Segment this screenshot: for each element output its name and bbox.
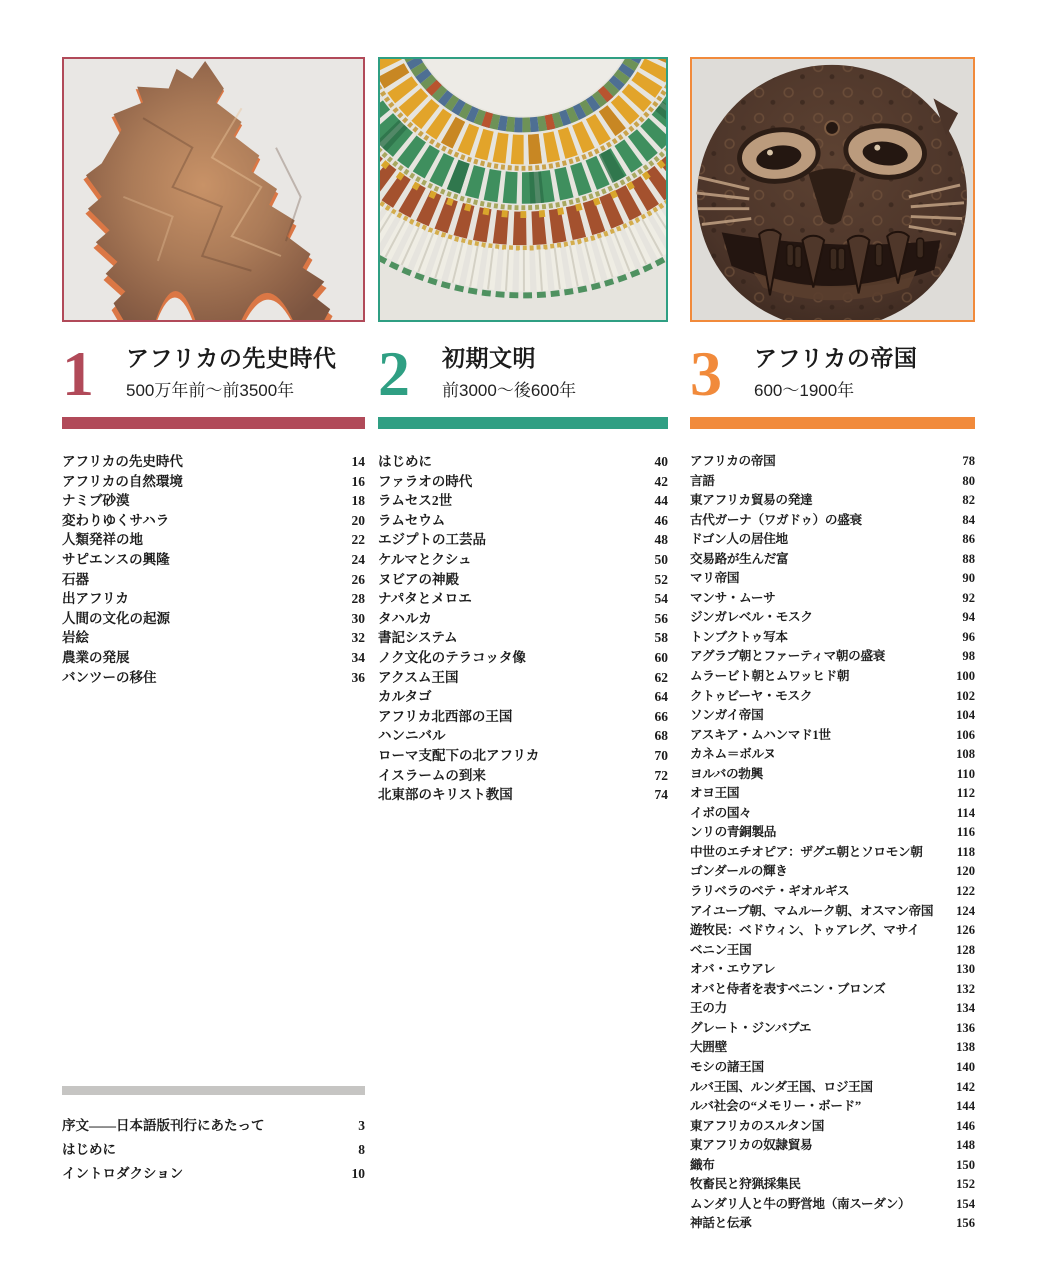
toc-entry-page: 142 xyxy=(956,1079,975,1094)
chapter-2-number: 2 xyxy=(378,338,410,409)
toc-entry xyxy=(690,978,975,998)
front-matter-section xyxy=(62,1086,365,1186)
toc-entry xyxy=(378,450,668,470)
toc-entry-page: 3 xyxy=(358,1118,365,1133)
toc-entry-page: 52 xyxy=(654,571,668,587)
toc-entry-title: 織布 xyxy=(690,1157,715,1172)
toc-entry-page: 134 xyxy=(956,1001,975,1016)
toc-entry-title: 言語 xyxy=(690,473,715,488)
toc-entry-title: ローマ支配下の北アフリカ xyxy=(378,747,540,763)
toc-entry-title: ンリの青銅製品 xyxy=(690,825,777,840)
toc-entry-title: 東アフリカの奴隷貿易 xyxy=(690,1138,813,1153)
toc-entry-title: アイユーブ朝、マムルーク朝、オスマン帝国 xyxy=(690,903,934,918)
toc-entry-title: ヨルバの勃興 xyxy=(690,766,763,781)
toc-entry xyxy=(690,1115,975,1135)
toc-entry xyxy=(690,880,975,900)
chapter-3-rule xyxy=(690,417,975,429)
toc-entry xyxy=(690,900,975,920)
toc-entry-page: 66 xyxy=(654,708,668,724)
toc-entry-page: 78 xyxy=(962,454,975,468)
toc-entry xyxy=(378,568,668,588)
toc-entry-page: 70 xyxy=(654,747,668,763)
chapter-2-image-frame xyxy=(378,57,668,322)
toc-entry xyxy=(690,450,975,470)
toc-entry-title: はじめに xyxy=(378,454,432,469)
chapter-1-column xyxy=(62,57,365,1181)
toc-entry-page: 152 xyxy=(956,1177,975,1192)
toc-entry-page: 106 xyxy=(956,727,975,742)
toc-entry-title: 東アフリカのスルタン国 xyxy=(690,1118,825,1133)
toc-entry xyxy=(378,470,668,490)
toc-entry xyxy=(690,821,975,841)
chapter-2-title: 初期文明 xyxy=(442,346,536,371)
toc-entry-title: アフリカの帝国 xyxy=(690,454,776,468)
toc-entry-page: 72 xyxy=(654,767,668,783)
toc-entry-page: 60 xyxy=(654,649,668,665)
toc-entry xyxy=(690,1017,975,1037)
toc-entry-title: グレート・ジンバブエ xyxy=(690,1020,812,1035)
toc-entry xyxy=(378,528,668,548)
toc-entry xyxy=(690,939,975,959)
toc-entry-title: ムラービト朝とムワッヒド朝 xyxy=(690,669,850,684)
toc-entry-page: 130 xyxy=(956,962,975,977)
toc-entry-title: イントロダクション xyxy=(62,1166,184,1181)
toc-entry-page: 28 xyxy=(351,591,365,607)
chapter-2-date-range: 前3000〜後600年 xyxy=(442,381,577,401)
toc-entry-page: 116 xyxy=(956,825,975,840)
toc-entry xyxy=(62,626,365,646)
chapter-1-header xyxy=(62,338,365,417)
toc-entry-page: 56 xyxy=(654,610,668,626)
toc-entry-page: 150 xyxy=(956,1157,975,1172)
toc-entry-title: ナミブ砂漠 xyxy=(62,493,130,509)
toc-entry xyxy=(690,489,975,509)
toc-entry xyxy=(690,958,975,978)
toc-entry-page: 48 xyxy=(654,532,668,548)
toc-entry-page: 138 xyxy=(956,1040,975,1055)
chapter-2-toc-list xyxy=(378,450,668,803)
toc-entry-title: 変わりゆくサハラ xyxy=(62,512,170,528)
toc-entry-title: マリ帝国 xyxy=(690,571,740,586)
toc-entry-title: ノク文化のテラコッタ像 xyxy=(378,649,526,665)
toc-entry-page: 26 xyxy=(351,571,365,587)
chapter-3-header xyxy=(690,338,975,417)
toc-entry xyxy=(378,548,668,568)
toc-entry xyxy=(690,802,975,822)
toc-entry-page: 108 xyxy=(956,747,975,762)
toc-entry-title: 遊牧民：ベドウィン、トゥアレグ、マサイ xyxy=(690,923,920,938)
toc-entry xyxy=(378,783,668,803)
chapter-3-image-frame xyxy=(690,57,975,322)
toc-entry-page: 40 xyxy=(654,454,668,469)
toc-entry xyxy=(690,587,975,607)
benin-leopard-bronze-photo xyxy=(692,59,973,320)
toc-entry-page: 122 xyxy=(956,884,975,899)
toc-entry-title: オバと侍者を表すベニン・ブロンズ xyxy=(690,981,886,996)
toc-entry-page: 20 xyxy=(351,512,365,528)
toc-entry-title: ムンダリ人と牛の野営地（南スーダン） xyxy=(690,1196,911,1211)
toc-entry-page: 36 xyxy=(351,669,365,685)
toc-entry-title: ケルマとクシュ xyxy=(378,551,472,567)
toc-entry-page: 50 xyxy=(654,551,668,567)
toc-entry-page: 94 xyxy=(962,610,975,625)
toc-entry xyxy=(62,509,365,529)
toc-entry xyxy=(690,606,975,626)
toc-entry-title: クトゥビーヤ・モスク xyxy=(690,688,813,703)
toc-entry xyxy=(62,587,365,607)
toc-entry xyxy=(62,1162,365,1186)
toc-entry-page: 126 xyxy=(956,923,975,938)
toc-entry xyxy=(690,1173,975,1193)
chapter-3-title: アフリカの帝国 xyxy=(754,346,918,371)
toc-entry-title: ルバ王国、ルンダ王国、ロジ王国 xyxy=(690,1079,873,1094)
toc-entry-page: 34 xyxy=(351,649,365,665)
toc-entry-page: 118 xyxy=(956,844,975,859)
toc-entry-title: サピエンスの興隆 xyxy=(62,551,170,567)
toc-entry xyxy=(690,743,975,763)
toc-entry xyxy=(62,450,365,470)
toc-entry-page: 86 xyxy=(962,532,975,547)
toc-entry-title: アフリカ北西部の王国 xyxy=(378,708,513,724)
toc-entry-page: 124 xyxy=(956,903,975,918)
toc-entry-title: アクスム王国 xyxy=(378,669,459,685)
toc-entry-page: 128 xyxy=(956,942,975,957)
toc-entry xyxy=(378,724,668,744)
chapter-1-rule xyxy=(62,417,365,429)
toc-entry-title: 大囲壁 xyxy=(690,1040,727,1055)
toc-entry-page: 54 xyxy=(654,591,668,607)
egyptian-bead-collar-photo xyxy=(380,59,666,320)
toc-entry-page: 16 xyxy=(351,473,365,489)
toc-entry xyxy=(690,548,975,568)
toc-entry-title: エジプトの工芸品 xyxy=(378,532,486,548)
chapter-3-toc-list xyxy=(690,450,975,1232)
toc-entry-page: 22 xyxy=(351,532,365,548)
toc-entry-title: 北東部のキリスト教国 xyxy=(378,787,513,803)
toc-entry-page: 100 xyxy=(956,669,975,684)
chapter-3-number: 3 xyxy=(690,338,722,409)
toc-entry-title: オバ・エウアレ xyxy=(690,962,776,977)
toc-entry xyxy=(690,1095,975,1115)
toc-entry xyxy=(378,705,668,725)
toc-entry xyxy=(690,1212,975,1232)
chapter-2-rule xyxy=(378,417,668,429)
toc-entry-title: 東アフリカ貿易の発達 xyxy=(690,493,813,508)
toc-entry-title: ベニン王国 xyxy=(690,942,752,957)
toc-entry xyxy=(62,528,365,548)
toc-entry xyxy=(378,666,668,686)
toc-entry-title: ラリベラのベテ・ギオルギス xyxy=(690,884,850,899)
toc-entry-title: バンツーの移住 xyxy=(62,669,157,685)
toc-entry xyxy=(690,782,975,802)
toc-entry-page: 62 xyxy=(654,669,668,685)
toc-entry xyxy=(690,1134,975,1154)
toc-entry-title: ラムセス2世 xyxy=(378,493,453,509)
chapter-1-date-range: 500万年前〜前3500年 xyxy=(126,381,295,401)
toc-entry-page: 132 xyxy=(956,981,975,996)
toc-entry xyxy=(62,548,365,568)
toc-entry-title: ゴンダールの輝き xyxy=(690,864,788,879)
toc-entry-page: 10 xyxy=(351,1166,365,1181)
toc-entry-page: 92 xyxy=(962,590,975,605)
toc-entry-title: 中世のエチオピア：ザグエ朝とソロモン朝 xyxy=(690,844,923,859)
toc-entry-title: ソンガイ帝国 xyxy=(690,708,764,723)
toc-entry xyxy=(690,1056,975,1076)
toc-entry-title: カルタゴ xyxy=(378,689,432,705)
toc-entry-page: 154 xyxy=(956,1196,975,1211)
toc-entry xyxy=(690,724,975,744)
toc-entry-page: 90 xyxy=(962,571,975,586)
toc-entry xyxy=(690,841,975,861)
toc-entry-title: 牧畜民と狩猟採集民 xyxy=(690,1177,801,1192)
toc-entry xyxy=(690,626,975,646)
toc-entry-title: 農業の発展 xyxy=(62,649,130,665)
chapter-2-header xyxy=(378,338,668,417)
toc-entry-title: オヨ王国 xyxy=(690,786,740,801)
toc-entry-page: 140 xyxy=(956,1059,975,1074)
toc-entry-title: ハンニバル xyxy=(378,728,446,744)
flint-hand-axe-photo xyxy=(64,59,363,320)
front-matter-list xyxy=(62,1114,365,1186)
toc-entry-page: 46 xyxy=(654,512,668,528)
toc-entry-page: 120 xyxy=(956,864,975,879)
toc-entry-page: 114 xyxy=(956,805,975,820)
toc-entry-title: ジンガレベル・モスク xyxy=(690,610,813,625)
toc-entry xyxy=(690,919,975,939)
toc-entry-page: 102 xyxy=(956,688,975,703)
toc-entry-page: 148 xyxy=(956,1138,975,1153)
chapter-1-number: 1 xyxy=(62,338,94,409)
toc-entry-page: 104 xyxy=(956,708,975,723)
toc-entry-title: ナパタとメロエ xyxy=(378,591,472,607)
toc-entry-page: 96 xyxy=(962,629,975,644)
chapter-3-date-range: 600〜1900年 xyxy=(754,381,855,401)
toc-entry-page: 58 xyxy=(654,630,668,646)
toc-entry-title: ルバ社会の“メモリー・ボード” xyxy=(690,1099,861,1114)
chapter-1-image-frame xyxy=(62,57,365,322)
toc-entry xyxy=(378,587,668,607)
toc-entry-title: マンサ・ムーサ xyxy=(690,590,776,605)
toc-entry-title: 王の力 xyxy=(690,1001,727,1016)
toc-entry xyxy=(378,489,668,509)
toc-entry-title: 序文——日本語版刊行にあたって xyxy=(62,1118,265,1133)
toc-entry-page: 30 xyxy=(351,610,365,626)
toc-entry-title: カネム＝ボルヌ xyxy=(690,747,776,762)
toc-entry-title: はじめに xyxy=(62,1142,116,1157)
toc-entry xyxy=(62,646,365,666)
toc-entry-page: 80 xyxy=(962,473,975,488)
toc-entry-page: 8 xyxy=(358,1142,365,1157)
toc-entry-page: 144 xyxy=(956,1099,975,1114)
toc-entry-title: モシの諸王国 xyxy=(690,1059,764,1074)
toc-entry-title: アフリカの自然環境 xyxy=(62,473,183,489)
chapter-3-column xyxy=(690,57,975,1232)
toc-entry-page: 32 xyxy=(351,630,365,646)
toc-entry-page: 136 xyxy=(956,1020,975,1035)
toc-entry-title: アフリカの先史時代 xyxy=(62,454,183,469)
toc-entry xyxy=(62,470,365,490)
toc-entry-page: 64 xyxy=(654,689,668,705)
toc-entry-title: アグラブ朝とファーティマ朝の盛衰 xyxy=(690,649,886,664)
toc-entry xyxy=(690,1193,975,1213)
toc-entry xyxy=(378,607,668,627)
toc-entry-page: 98 xyxy=(962,649,975,664)
toc-entry xyxy=(690,665,975,685)
toc-entry-title: 人間の文化の起源 xyxy=(62,610,170,626)
toc-entry xyxy=(378,646,668,666)
toc-entry-title: ドゴン人の居住地 xyxy=(690,532,788,547)
toc-entry xyxy=(62,489,365,509)
toc-entry-title: タハルカ xyxy=(378,610,432,626)
toc-entry-title: トンブクトゥ写本 xyxy=(690,629,788,644)
toc-entry-title: イスラームの到来 xyxy=(378,767,486,783)
toc-entry xyxy=(690,763,975,783)
toc-entry xyxy=(690,704,975,724)
toc-entry-page: 82 xyxy=(962,493,975,508)
toc-entry-title: 出アフリカ xyxy=(62,591,129,607)
toc-entry-title: ラムセウム xyxy=(378,512,446,528)
toc-entry-page: 24 xyxy=(351,551,365,567)
toc-entry-page: 74 xyxy=(654,787,668,803)
toc-entry xyxy=(690,528,975,548)
toc-entry xyxy=(378,685,668,705)
toc-entry xyxy=(378,764,668,784)
toc-entry-title: ヌビアの神殿 xyxy=(378,571,459,587)
toc-entry-title: 古代ガーナ（ワガドゥ）の盛衰 xyxy=(690,512,862,527)
chapter-1-title: アフリカの先史時代 xyxy=(126,346,337,371)
toc-entry xyxy=(690,509,975,529)
toc-entry-page: 88 xyxy=(962,551,975,566)
toc-entry xyxy=(690,567,975,587)
front-matter-divider xyxy=(62,1086,365,1095)
toc-entry-page: 42 xyxy=(654,473,668,489)
toc-entry-title: 石器 xyxy=(62,571,89,587)
toc-entry-page: 156 xyxy=(956,1216,975,1231)
toc-entry-page: 14 xyxy=(351,454,365,469)
toc-entry xyxy=(62,1138,365,1162)
toc-entry xyxy=(690,1036,975,1056)
toc-entry-page: 146 xyxy=(956,1118,975,1133)
toc-entry-page: 18 xyxy=(351,493,365,509)
toc-entry xyxy=(690,685,975,705)
toc-entry-page: 68 xyxy=(654,728,668,744)
toc-entry xyxy=(62,1114,365,1138)
toc-entry-page: 110 xyxy=(956,766,975,781)
toc-entry-page: 44 xyxy=(654,493,668,509)
chapter-2-column xyxy=(378,57,668,803)
toc-entry-title: 神話と伝承 xyxy=(690,1216,752,1231)
chapter-1-toc-list xyxy=(62,450,365,685)
toc-entry-title: 交易路が生んだ富 xyxy=(690,551,789,566)
toc-entry-title: アスキア・ムハンマド1世 xyxy=(690,727,831,742)
toc-entry xyxy=(690,997,975,1017)
toc-entry-title: イボの国々 xyxy=(690,805,752,820)
toc-entry xyxy=(378,744,668,764)
toc-entry xyxy=(62,607,365,627)
toc-entry-page: 84 xyxy=(962,512,975,527)
toc-entry-title: 岩絵 xyxy=(62,630,89,646)
toc-entry xyxy=(690,470,975,490)
toc-entry xyxy=(62,568,365,588)
toc-entry xyxy=(378,509,668,529)
toc-entry-title: 書記システム xyxy=(378,630,458,646)
toc-entry xyxy=(690,860,975,880)
toc-entry-page: 112 xyxy=(956,786,975,801)
toc-entry xyxy=(62,666,365,686)
toc-entry xyxy=(690,1154,975,1174)
toc-entry-title: ファラオの時代 xyxy=(378,473,473,489)
toc-entry xyxy=(690,645,975,665)
toc-entry xyxy=(378,626,668,646)
toc-entry xyxy=(690,1076,975,1096)
toc-entry-title: 人類発祥の地 xyxy=(62,532,143,548)
